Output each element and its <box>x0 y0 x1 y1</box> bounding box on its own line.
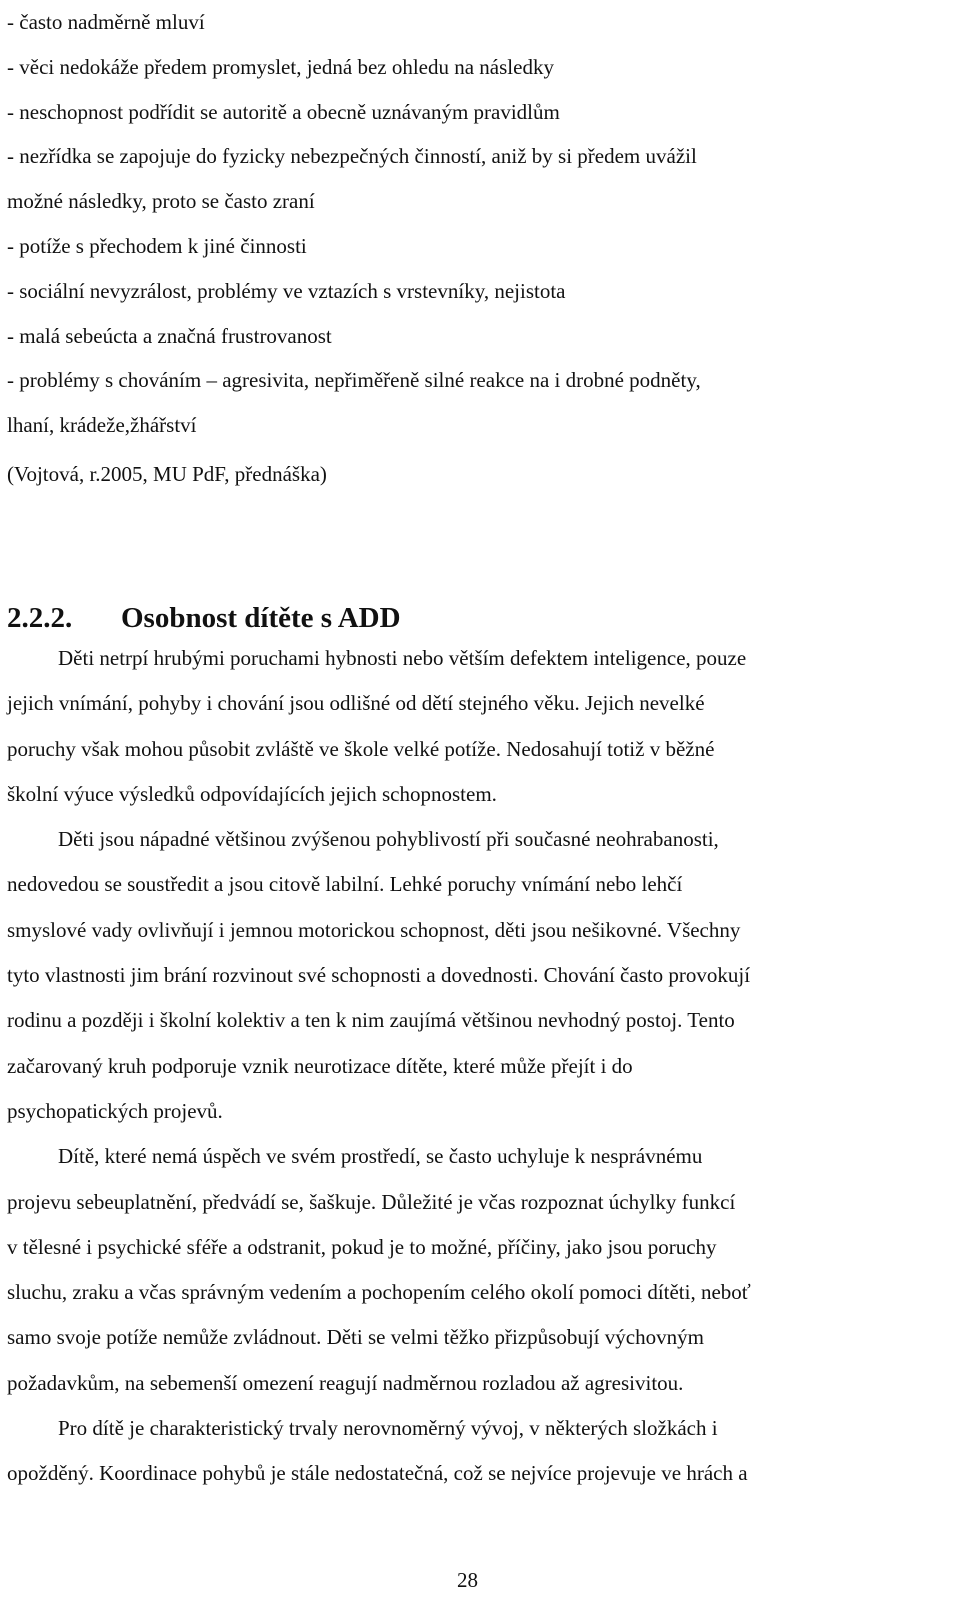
paragraph-line: projevu sebeuplatnění, předvádí se, šaškuje. Důležité je včas rozpoznat úchylky funkcí <box>7 1189 736 1214</box>
page-number: 28 <box>457 1568 478 1592</box>
list-item: - věci nedokáže předem promyslet, jedná bez ohledu na následky <box>7 54 554 79</box>
paragraph-line: opožděný. Koordinace pohybů je stále nedostatečná, což se nejvíce projevuje ve hrách a <box>7 1461 748 1486</box>
paragraph-line: Děti netrpí hrubými poruchami hybnosti nebo větším defektem inteligence, pouze <box>58 646 747 670</box>
paragraph-line: začarovaný kruh podporuje vznik neurotizace dítěte, které může přejít i do <box>7 1053 633 1078</box>
section-title: Osobnost dítěte s ADD <box>121 602 401 634</box>
list-item-continuation: lhaní, krádeže,žhářství <box>7 413 197 438</box>
list-item: - problémy s chováním – agresivita, nepřiměřeně silné reakce na i drobné podněty, <box>7 368 701 393</box>
paragraph-line: smyslové vady ovlivňují i jemnou motorickou schopnost, děti jsou nešikovné. Všechny <box>7 917 741 942</box>
list-item: - nezřídka se zapojuje do fyzicky nebezpečných činností, aniž by si předem uvážil <box>7 144 697 169</box>
citation: (Vojtová, r.2005, MU PdF, přednáška) <box>7 462 327 486</box>
paragraph-line: psychopatických projevů. <box>7 1098 223 1123</box>
paragraph-line: nedovedou se soustředit a jsou citově labilní. Lehké poruchy vnímání nebo lehčí <box>7 872 683 897</box>
list-item-continuation: možné následky, proto se často zraní <box>7 189 315 214</box>
paragraph-line: školní výuce výsledků odpovídajících jejich schopnostem. <box>7 781 497 806</box>
paragraph-line: Pro dítě je charakteristický trvaly nerovnoměrný vývoj, v některých složkách i <box>58 1416 718 1441</box>
paragraph-line: poruchy však mohou působit zvláště ve škole velké potíže. Nedosahují totiž v běžné <box>7 736 715 761</box>
paragraph-line: požadavkům, na sebemenší omezení reagují nadměrnou rozladou až agresivitou. <box>7 1370 684 1395</box>
symptom-list <box>7 0 952 448</box>
list-item: - sociální nevyzrálost, problémy ve vztazích s vrstevníky, nejistota <box>7 278 566 303</box>
list-item: - neschopnost podřídit se autoritě a obecně uznávaným pravidlům <box>7 99 560 124</box>
paragraph-line: v tělesné i psychické sféře a odstranit, pokud je to možné, příčiny, jako jsou poruchy <box>7 1234 717 1259</box>
paragraph-line: jejich vnímání, pohyby i chování jsou odlišné od dětí stejného věku. Jejich nevelké <box>7 691 705 716</box>
section-heading <box>7 600 401 636</box>
list-item: - potíže s přechodem k jiné činnosti <box>7 233 307 258</box>
paragraph-line: sluchu, zraku a včas správným vedením a pochopením celého okolí pomoci dítěti, neboť <box>7 1280 751 1305</box>
list-item: - často nadměrně mluví <box>7 10 205 34</box>
body-text <box>7 636 952 1497</box>
paragraph-line: rodinu a později i školní kolektiv a ten k nim zaujímá většinou nevhodný postoj. Tento <box>7 1008 735 1033</box>
paragraph-line: tyto vlastnosti jim brání rozvinout své schopnosti a dovednosti. Chování často provokují <box>7 963 751 988</box>
section-number: 2.2.2. <box>7 602 73 634</box>
paragraph-line: Dítě, které nemá úspěch ve svém prostředí, se často uchyluje k nesprávnému <box>58 1144 703 1169</box>
paragraph-line: Děti jsou nápadné většinou zvýšenou pohyblivostí při současné neohrabanosti, <box>58 827 719 852</box>
list-item: - malá sebeúcta a značná frustrovanost <box>7 323 332 348</box>
paragraph-line: samo svoje potíže nemůže zvládnout. Děti se velmi těžko přizpůsobují výchovným <box>7 1325 704 1350</box>
